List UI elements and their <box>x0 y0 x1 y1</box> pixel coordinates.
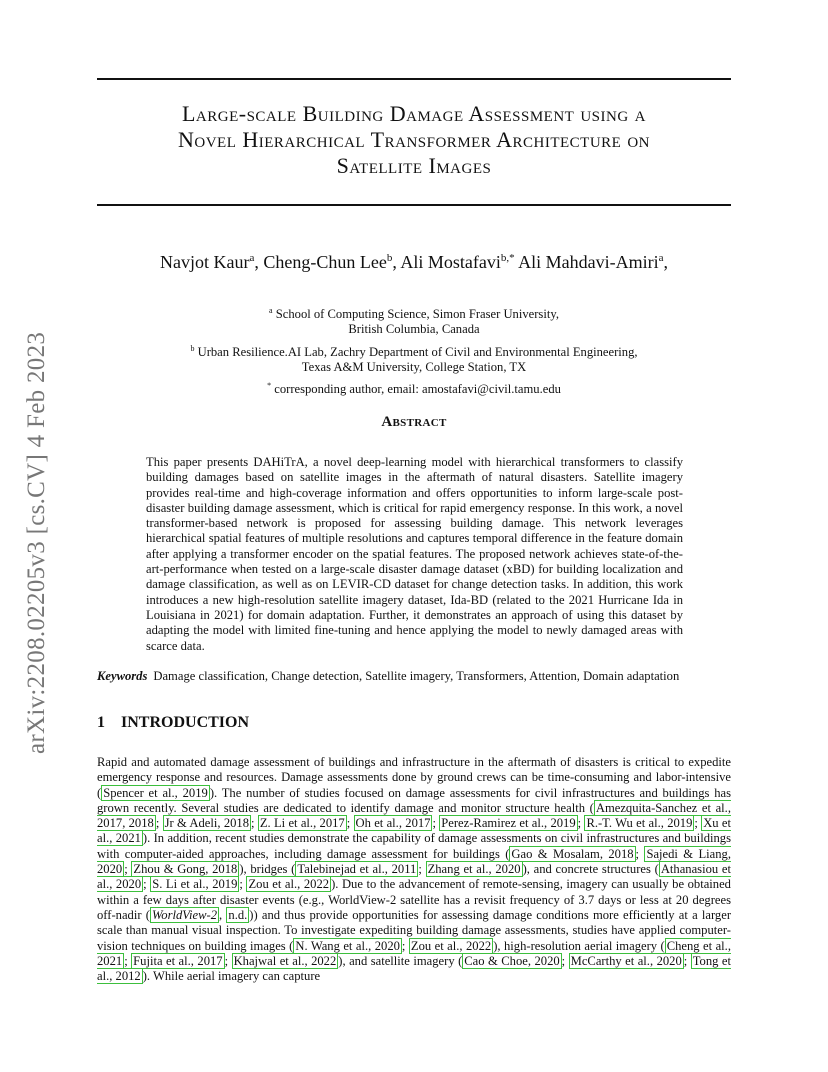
intro-text-run: ; <box>683 953 691 968</box>
citation-link[interactable]: Zhou & Gong, 2018 <box>133 862 238 877</box>
intro-text-run: ), and concrete structures ( <box>522 862 659 877</box>
author-2: Cheng-Chun Lee$^b$, <box>263 252 401 272</box>
abstract-text: This paper presents DAHiTrA, a novel deep-learning model with hierarchical transformers to classify building damages based on satellite images in the aftermath of natural disasters. Satellite imagery provides real-time and high-coverage information and offers opportunities to inform large-scale post-disaster building damage assessment, which is critical for rapid emergency response. In this work, a novel transformer-based network is proposed for assessing building damage. This network leverages hierarchical spatial features of multiple resolutions and captures temporal difference in the feature domain after applying a transformer encoder on the spatial features. The proposed network achieves state-of-the-art-performance when tested on a large-scale disaster damage dataset (xBD) for building localization and damage classification, as well as on LEVIR-CD dataset for change detection tasks. In addition, this work introduces a new high-resolution satellite imagery dataset, Ida-BD (related to the 2021 Hurricane Ida in Louisiana in 2021) for domain adaptation. Further, it demonstrates an approach of using this dataset by adapting the model with limited fine-tuning and hence applying the model to newly damaged areas with scarce data. <box>146 455 683 653</box>
citation-link[interactable]: Khajwal et al., 2022 <box>233 953 337 968</box>
affiliation-b: $^b$ Urban Resilience.AI Lab, Zachry Department of Civil and Environmental Engineering, Texas A&M University, College Station, TX <box>190 344 638 375</box>
intro-text-run: )) and thus provide opportunities for assessing damage conditions more efficiently at a larger scale than manual visual inspection. To investigate expediting building damage assessments, studies have applied computer-vision techniques on building images ( <box>97 907 732 953</box>
intro-text-run: ), bridges ( <box>239 862 296 877</box>
citation-link[interactable]: Zou et al., 2022 <box>410 938 492 953</box>
abstract-heading: Abstract <box>381 414 447 430</box>
keywords <box>97 669 731 684</box>
title-line-2: Novel Hierarchical Transformer Architecture on <box>177 127 650 152</box>
citation-link[interactable]: Xu et al., 2021 <box>97 816 731 846</box>
introduction-paragraph <box>97 755 731 984</box>
intro-text-run: ; <box>239 877 247 892</box>
intro-text-run: ; <box>635 846 645 861</box>
paper-title <box>97 101 731 179</box>
citation-link[interactable]: Athanasiou et al., 2020 <box>97 862 731 892</box>
section-title: INTRODUCTION <box>121 714 250 731</box>
citation-link[interactable]: Tong et al., 2012 <box>97 953 731 984</box>
citation-link[interactable]: Z. Li et al., 2017 <box>259 816 345 831</box>
citation-link[interactable]: Zhang et al., 2020 <box>427 862 521 877</box>
intro-text-run: ). In addition, recent studies demonstrate the capability of damage assessments on civil infrastructures and buildings with computer-aided approaches, including damage assessment for buildings ( <box>97 831 731 861</box>
keywords-text: Damage classification, Change detection, Satellite imagery, Transformers, Attention, Domain adaptation <box>153 669 680 683</box>
title-line-1: Large-scale Building Damage Assessment using a <box>181 101 646 126</box>
intro-text-run: ; <box>401 938 409 953</box>
citation-link[interactable]: Cheng et al., 2021 <box>97 938 731 968</box>
intro-text-run: ; <box>432 816 440 831</box>
intro-text-run: ; <box>561 953 569 968</box>
intro-text-run: ; <box>224 953 232 968</box>
citation-link[interactable]: McCarthy et al., 2020 <box>570 953 682 968</box>
citation-link[interactable]: WorldView-2 <box>151 907 218 922</box>
intro-text-run: ; <box>143 877 151 892</box>
intro-text-run: ; <box>694 816 702 831</box>
corresponding-author: * corresponding author, email: amostafavi@civil.tamu.edu <box>267 381 561 397</box>
intro-text-run: ; <box>346 816 354 831</box>
section-number: 1 <box>97 714 105 731</box>
citation-link[interactable]: Amezquita-Sanchez et al., 2017, 2018 <box>97 800 731 831</box>
author-3: Ali Mostafavi$^{b,*}$ <box>400 252 515 272</box>
citation-link[interactable]: S. Li et al., 2019 <box>152 877 238 892</box>
intro-text-run: ), and satellite imagery ( <box>338 953 463 968</box>
intro-text-run: Rapid and automated damage assessment of buildings and infrastructure in the aftermath of disasters is critical to expedite emergency response and resources. Damage assessments done by ground crews can be time-consuming and labor-intensive ( <box>97 755 731 800</box>
title-rule-bottom <box>97 204 731 206</box>
keywords-label: Keywords <box>97 669 148 683</box>
author-4: Ali Mahdavi-Amiri$^a$, <box>518 252 668 272</box>
affiliation-a: $^a$ School of Computing Science, Simon Fraser University, British Columbia, Canada <box>269 306 559 337</box>
title-line-3: Satellite Images <box>336 153 492 178</box>
citation-link[interactable]: Perez-Ramirez et al., 2019 <box>441 816 576 831</box>
intro-text-run: ). The number of studies focused on damage assessments for civil infrastructures and buildings has grown recently. Several studies are dedicated to identify damage and monitor structure health ( <box>97 785 731 815</box>
citation-link[interactable]: N. Wang et al., 2020 <box>295 938 400 953</box>
intro-text-run: ; <box>577 816 585 831</box>
citation-link[interactable]: R.-T. Wu et al., 2019 <box>586 816 693 831</box>
citation-link[interactable]: Spencer et al., 2019 <box>103 785 208 800</box>
arxiv-identifier[interactable]: arXiv:2208.02205v3 [cs.CV] 4 Feb 2023 <box>23 331 50 754</box>
citation-link[interactable]: n.d. <box>228 907 248 922</box>
citation-link[interactable]: Zou et al., 2022 <box>248 877 330 892</box>
intro-text-run: ; <box>124 862 132 877</box>
intro-text-run: ). While aerial imagery can capture <box>142 969 321 984</box>
intro-text-run: ; <box>251 816 258 831</box>
citation-link[interactable]: Oh et al., 2017 <box>355 816 431 831</box>
citation-link[interactable]: Jr & Adeli, 2018 <box>164 816 250 831</box>
intro-text-run: ), high-resolution aerial imagery ( <box>493 938 665 953</box>
author-1: Navjot Kaur$^a$, <box>160 252 264 272</box>
intro-text-run: ; <box>418 862 426 877</box>
citation-link[interactable]: Cao & Choe, 2020 <box>464 953 560 968</box>
intro-text-run: , <box>219 907 227 922</box>
citation-link[interactable]: Sajedi & Liang, 2020 <box>97 846 731 877</box>
intro-text-run: ; <box>155 816 163 831</box>
title-rule-top <box>97 78 731 80</box>
citation-link[interactable]: Fujita et al., 2017 <box>133 953 223 968</box>
intro-text-run: ; <box>124 953 132 968</box>
author-list <box>97 252 731 273</box>
section-heading-introduction <box>97 714 249 732</box>
citation-link[interactable]: Talebinejad et al., 2011 <box>297 862 417 877</box>
citation-link[interactable]: Gao & Mosalam, 2018 <box>511 846 634 861</box>
intro-text-run: ). Due to the advancement of remote-sensing, imagery can usually be obtained within a few days after disaster events (e.g., WorldView-2 satellite has a revisit frequency of 3.7 days or less at 20 degrees off-nadir ( <box>97 877 731 922</box>
